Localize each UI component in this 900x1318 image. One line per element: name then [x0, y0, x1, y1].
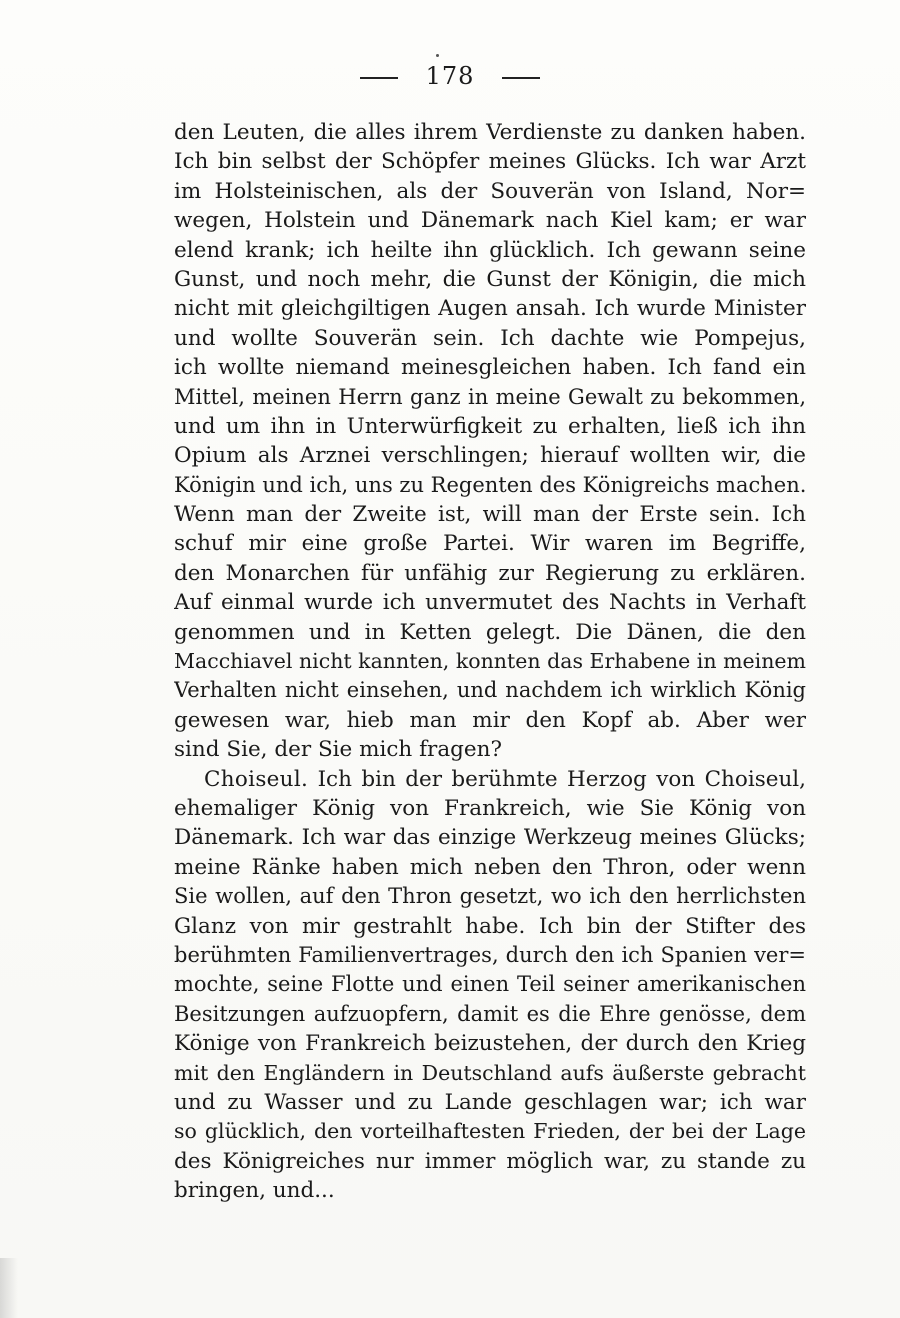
text-line: Auf einmal wurde ich unvermutet des Nachts in Verhaft	[174, 590, 806, 616]
text-line: wegen, Holstein und Dänemark nach Kiel kam; er war	[174, 208, 806, 234]
text-line: mit den Engländern in Deutschland aufs äußerste gebracht	[174, 1060, 806, 1085]
text-line: und zu Wasser und zu Lande geschlagen war; ich war	[174, 1089, 806, 1115]
header-dash-right	[502, 77, 540, 79]
text-line: Könige von Frankreich beizustehen, der durch den Krieg	[174, 1031, 806, 1057]
text-line: elend krank; ich heilte ihn glücklich. Ich gewann seine	[174, 237, 806, 263]
text-line: Sie wollen, auf den Thron gesetzt, wo ich den herrlichsten	[174, 884, 806, 909]
text-line: Wenn man der Zweite ist, will man der Erste sein. Ich	[174, 502, 806, 528]
page-edge-shadow	[0, 1258, 18, 1318]
text-line: ehemaliger König von Frankreich, wie Sie König von	[174, 795, 806, 821]
text-line: sind Sie, der Sie mich fragen?	[174, 737, 503, 763]
ink-dot	[436, 54, 439, 57]
text-line: Mittel, meinen Herrn ganz in meine Gewalt zu bekommen,	[174, 384, 806, 409]
text-line: Dänemark. Ich war das einzige Werkzeug meines Glücks;	[174, 825, 806, 851]
text-line: bringen, und...	[174, 1178, 335, 1204]
text-line: im Holsteinischen, als der Souverän von Island, Nor=	[174, 178, 806, 204]
text-line: Verhalten nicht einsehen, und nachdem ich wirklich König	[174, 678, 806, 703]
text-line: ich wollte niemand meinesgleichen haben. Ich fand ein	[174, 355, 806, 381]
speaker-name: Choiseul.	[204, 766, 309, 792]
text-line: und um ihn in Unterwürfigkeit zu erhalten, ließ ich ihn	[174, 413, 806, 439]
text-line: den Monarchen für unfähig zur Regierung zu erklären.	[174, 560, 806, 586]
text-line: gewesen war, hieb man mir den Kopf ab. Aber wer	[174, 707, 806, 733]
speaker-line-text: Ich bin der berühmte Herzog von Choiseul,	[317, 766, 806, 792]
text-line: Glanz von mir gestrahlt habe. Ich bin der Stifter des	[174, 913, 806, 939]
text-line: so glücklich, den vorteilhaftesten Frieden, der bei der Lage	[174, 1119, 806, 1144]
header-dash-left	[360, 77, 398, 79]
text-line: Macchiavel nicht kannten, konnten das Erhabene in meinem	[174, 649, 806, 674]
text-line: Königin und ich, uns zu Regenten des Königreichs machen.	[174, 472, 806, 497]
text-line: Ich bin selbst der Schöpfer meines Glücks. Ich war Arzt	[174, 149, 806, 175]
text-line: Besitzungen aufzuopfern, damit es die Ehre genösse, dem	[174, 1001, 806, 1026]
text-line: Gunst, und noch mehr, die Gunst der Königin, die mich	[174, 266, 806, 292]
text-line: berühmten Familienvertrages, durch den ich Spanien ver=	[174, 942, 806, 967]
text-line: genommen und in Ketten gelegt. Die Dänen, die den	[174, 619, 806, 645]
text-line: nicht mit gleichgiltigen Augen ansah. Ich wurde Minister	[174, 296, 806, 322]
text-line: und wollte Souverän sein. Ich dachte wie Pompejus,	[174, 325, 806, 351]
page-number: 178	[425, 62, 475, 90]
text-line: Opium als Arznei verschlingen; hierauf wollten wir, die	[174, 443, 806, 469]
text-line: mochte, seine Flotte und einen Teil seiner amerikanischen	[174, 972, 806, 997]
page-header	[0, 62, 900, 90]
text-line: den Leuten, die alles ihrem Verdienste zu danken haben.	[174, 120, 806, 145]
text-line: schuf mir eine große Partei. Wir waren im Begriffe,	[174, 531, 806, 557]
text-line: meine Ränke haben mich neben den Thron, oder wenn	[174, 854, 806, 880]
body-text	[174, 118, 806, 1205]
speaker-line	[174, 765, 806, 794]
text-line: des Königreiches nur immer möglich war, zu stande zu	[174, 1148, 806, 1174]
